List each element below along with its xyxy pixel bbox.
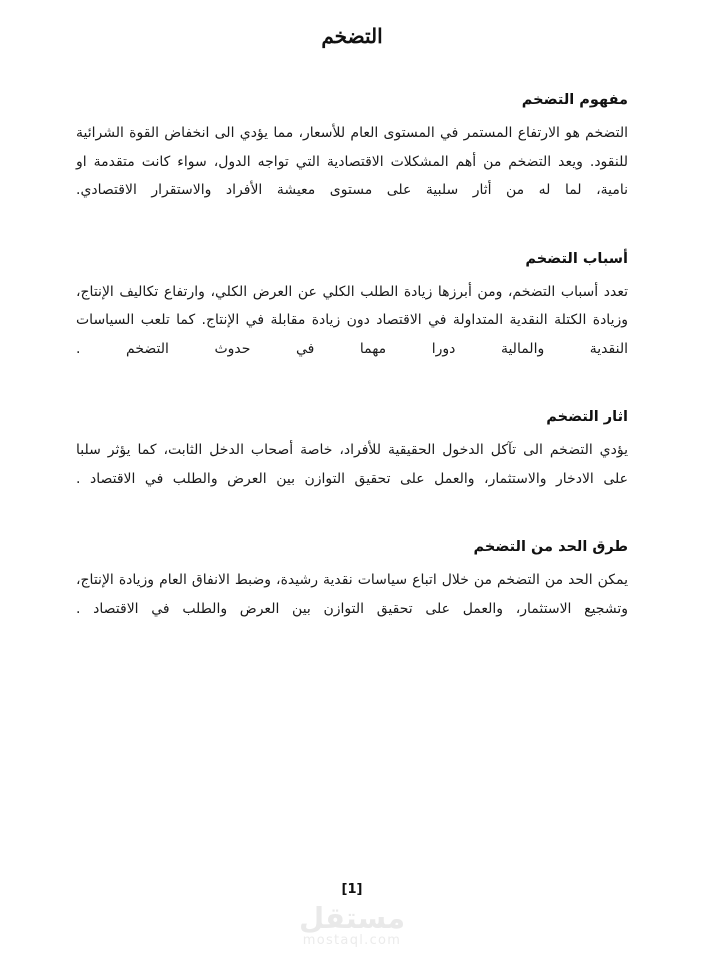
watermark-logo-text: مستقل [298,901,406,935]
page-number: [1] [341,882,363,897]
section-paragraph: يمكن الحد من التضخم من خلال اتباع سياسات نقدية رشيدة، وضبط الانفاق العام وزيادة الإنتاج، وتشجيع الاستثمار، والعمل على تحقيق التوازن بين العرض والطلب في الاقتصاد . [76,572,628,617]
watermark-domain-text: mostaql.com [302,933,402,949]
page-title: التضخم [321,24,383,48]
section-remedies [76,539,628,623]
section-paragraph: التضخم هو الارتفاع المستمر في المستوى العام للأسعار، مما يؤدي الى انخفاض القوة الشرائية للنقود. ويعد التضخم من أهم المشكلات الاقتصادية التي تواجه الدول، سواء كانت متقدمة او نامية، لما له من أثار سلبية على مستوى معيشة الأفراد والاستقرار الاقتصادي. [76,125,628,198]
section-heading: مفهوم التضخم [521,92,628,108]
section-paragraph: يؤدي التضخم الى تآكل الدخول الحقيقية للأفراد، خاصة أصحاب الدخل الثابت، كما يؤثر سلبا على الادخار والاستثمار، والعمل على تحقيق التوازن بين العرض والطلب في الاقتصاد . [76,442,628,487]
section-concept [76,92,628,205]
section-heading: طرق الحد من التضخم [473,539,628,555]
watermark [0,903,704,950]
section-paragraph: تعدد أسباب التضخم، ومن أبرزها زيادة الطلب الكلي عن العرض الكلي، وارتفاع تكاليف الإنتاج، وزيادة الكتلة النقدية المتداولة في الاقتصاد دون زيادة مقابلة في الإنتاج. كما تلعب السياسات النقدية والمالية دورا مهما في حدوث التضخم . [76,283,628,357]
section-effects [76,409,628,493]
document-body [76,92,628,623]
section-causes [76,251,628,364]
section-heading: اثار التضخم [546,409,628,425]
section-heading: أسباب التضخم [525,250,628,267]
